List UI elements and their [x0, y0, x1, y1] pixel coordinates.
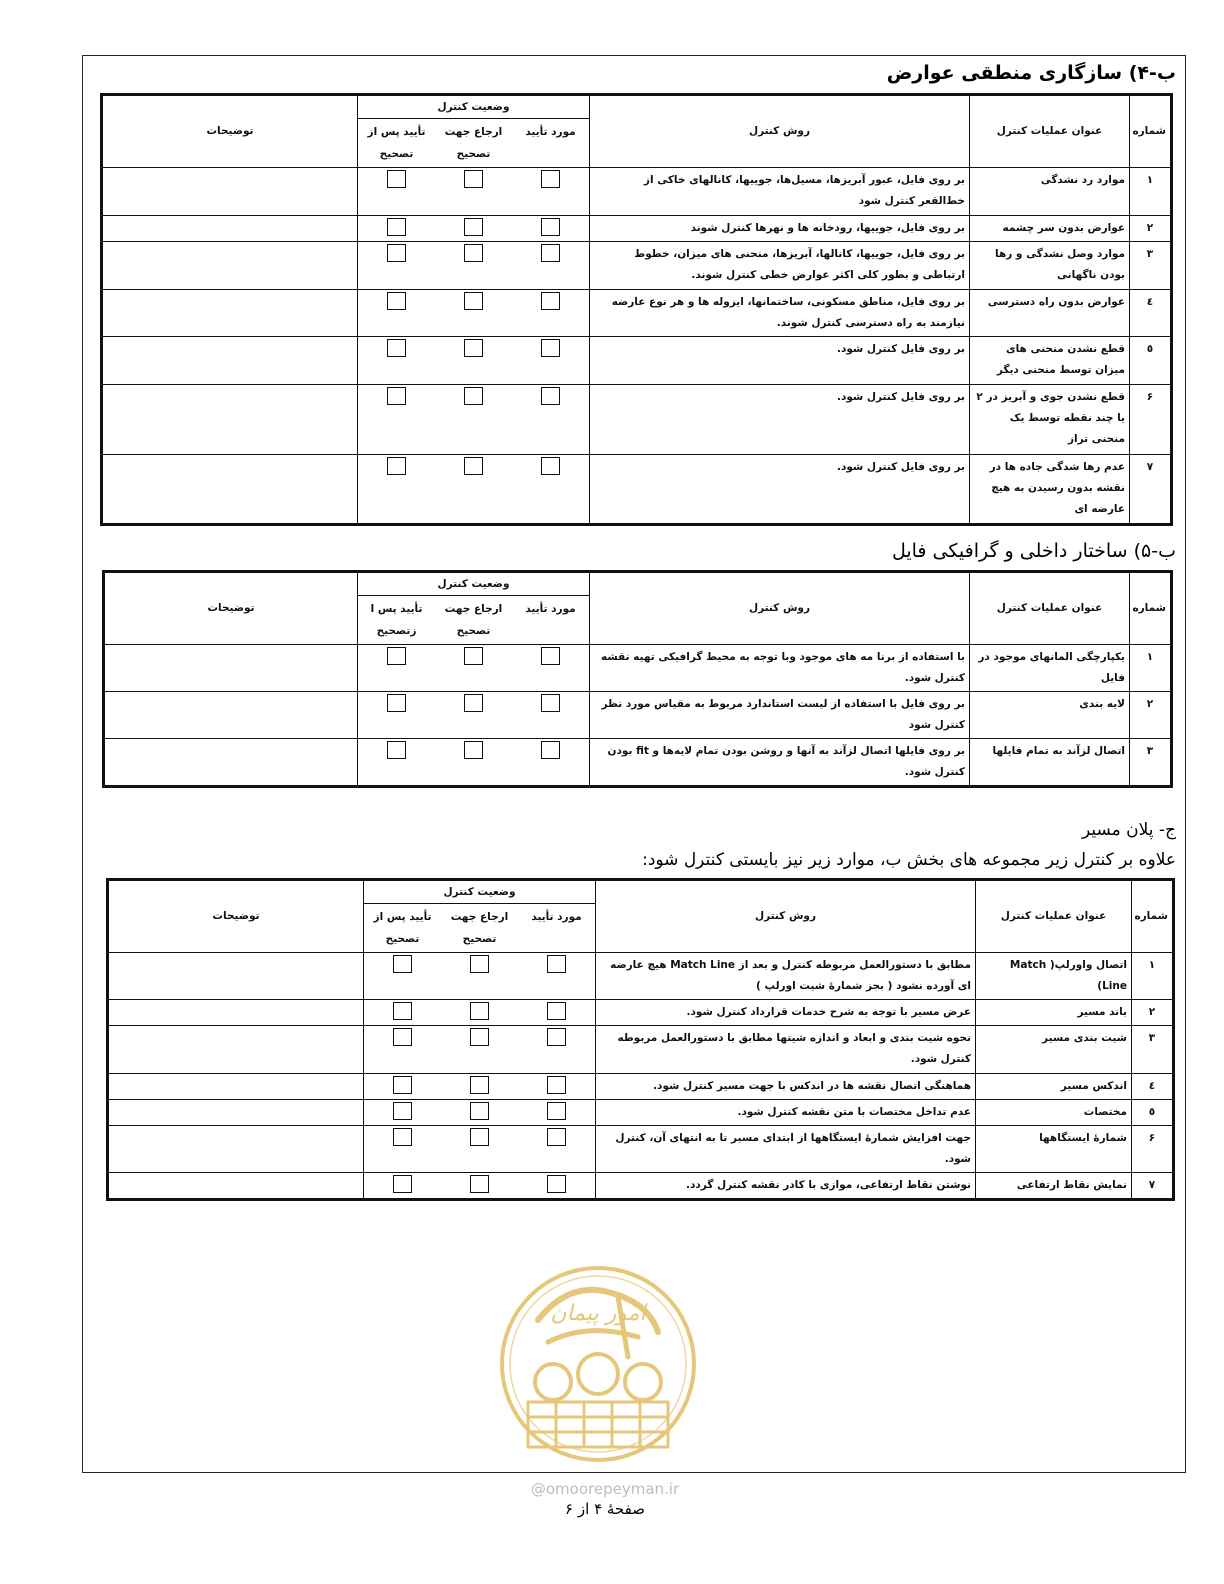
notes-cell[interactable] [108, 953, 364, 1000]
notes-cell[interactable] [102, 455, 358, 525]
table-b5 [102, 570, 1173, 788]
table-c [106, 878, 1175, 1201]
notes-cell[interactable] [102, 385, 358, 455]
after-checkbox[interactable] [393, 1175, 412, 1193]
approved-checkbox[interactable] [547, 1076, 566, 1094]
row-num: ۱ [1130, 645, 1172, 692]
row-method: نحوه شیت بندی و ابعاد و اندازه شیتها مطابق با دستورالعمل مربوطه کنترل شود. [596, 1026, 976, 1074]
row-method: جهت افزایش شمارهٔ ایستگاهها از ابتدای مسیر تا به انتهای آن، کنترل شود. [596, 1126, 976, 1173]
table-row [108, 953, 1174, 1000]
header-approved: مورد تأیید [525, 126, 576, 138]
return-checkbox[interactable] [464, 387, 483, 405]
return-checkbox[interactable] [470, 1002, 489, 1020]
return-checkbox[interactable] [464, 694, 483, 712]
after-checkbox[interactable] [387, 292, 406, 310]
header-title: عنوان عملیات کنترل [970, 95, 1130, 168]
row-title: قطع نشدن منحنی های میزان توسط منحنی دیگر [970, 337, 1130, 385]
approved-checkbox[interactable] [541, 387, 560, 405]
row-title: اندکس مسیر [976, 1074, 1132, 1100]
section-b5-title: ب-۵) ساختار داخلی و گرافیکی فایل [891, 540, 1176, 562]
table-row [102, 385, 1172, 455]
table-row [108, 1126, 1174, 1173]
row-method: با استفاده از برنا مه های موجود وبا توجه به محیط گرافیکی تهیه نقشه کنترل شود. [590, 645, 970, 692]
row-method: بر روی فایل، جوییها، رودخانه ها و نهرها کنترل شوند [590, 216, 970, 242]
row-title: عوارض بدون سر چشمه [970, 216, 1130, 242]
header-status-label: وضعیت کنترل [437, 578, 510, 590]
header-return: ارجاع جهت تصحیح [450, 911, 509, 945]
row-num: ۲ [1130, 216, 1172, 242]
header-status-label: وضعیت کنترل [437, 101, 510, 113]
table-row [108, 1026, 1174, 1074]
header-title: عنوان عملیات کنترل [970, 572, 1130, 645]
approved-checkbox[interactable] [541, 292, 560, 310]
notes-cell[interactable] [104, 739, 358, 787]
table-row [104, 645, 1172, 692]
notes-cell[interactable] [108, 1173, 364, 1200]
notes-cell[interactable] [102, 290, 358, 337]
after-checkbox[interactable] [387, 170, 406, 188]
row-num: ۲ [1132, 1000, 1174, 1026]
table-row [104, 739, 1172, 787]
return-checkbox[interactable] [464, 244, 483, 262]
header-after: تأیید پس از تصحیح [373, 911, 432, 945]
approved-checkbox[interactable] [547, 1002, 566, 1020]
table-row [102, 242, 1172, 290]
row-num: ۶ [1130, 385, 1172, 455]
approved-checkbox[interactable] [547, 1128, 566, 1146]
approved-checkbox[interactable] [547, 1028, 566, 1046]
header-num: شماره [1130, 572, 1172, 645]
row-num: ۳ [1132, 1026, 1174, 1074]
notes-cell[interactable] [104, 692, 358, 739]
row-title: نمایش نقاط ارتفاعی [976, 1173, 1132, 1200]
section-b4-title: ب-۴) سازگاری منطقی عوارض [886, 62, 1176, 84]
approved-checkbox[interactable] [547, 1102, 566, 1120]
row-title: موارد رد نشدگی [970, 168, 1130, 216]
return-checkbox[interactable] [470, 1028, 489, 1046]
header-status [358, 95, 590, 168]
header-method: روش کنترل [590, 95, 970, 168]
row-title: شیت بندی مسیر [976, 1026, 1132, 1074]
table-row [102, 168, 1172, 216]
return-checkbox[interactable] [464, 339, 483, 357]
after-checkbox[interactable] [387, 741, 406, 759]
header-approved: مورد تأیید [525, 603, 576, 615]
table-row [108, 1100, 1174, 1126]
notes-cell[interactable] [102, 242, 358, 290]
section-c-intro: علاوه بر کنترل زیر مجموعه های بخش ب، موارد زیر نیز بایستی کنترل شود: [642, 850, 1176, 870]
return-checkbox[interactable] [464, 457, 483, 475]
after-checkbox[interactable] [393, 1102, 412, 1120]
return-checkbox[interactable] [470, 1076, 489, 1094]
return-checkbox[interactable] [470, 955, 489, 973]
row-title: اتصال واورلپ( Match Line) [976, 953, 1132, 1000]
row-method: عدم تداخل مختصات با متن نقشه کنترل شود. [596, 1100, 976, 1126]
approved-checkbox[interactable] [547, 1175, 566, 1193]
return-checkbox[interactable] [464, 292, 483, 310]
row-num: ۲ [1130, 692, 1172, 739]
row-num: ٥ [1132, 1100, 1174, 1126]
after-checkbox[interactable] [393, 1002, 412, 1020]
header-method: روش کنترل [590, 572, 970, 645]
row-num: ۳ [1130, 739, 1172, 787]
table-b4 [100, 93, 1173, 526]
row-num: ۶ [1132, 1126, 1174, 1173]
table-row [104, 692, 1172, 739]
table-row [108, 1074, 1174, 1100]
row-method: نوشتن نقاط ارتفاعی، موازی با کادر نقشه کنترل گردد. [596, 1173, 976, 1200]
approved-checkbox[interactable] [541, 741, 560, 759]
approved-checkbox[interactable] [541, 170, 560, 188]
return-checkbox[interactable] [470, 1102, 489, 1120]
row-num: ۳ [1130, 242, 1172, 290]
seal-logo [498, 1262, 698, 1467]
header-notes: توضیحات [102, 95, 358, 168]
row-num: ۷ [1130, 455, 1172, 525]
row-title: قطع نشدن جوی و آبریز در ۲ یا چند نقطه توسط یک منحنی تراز [970, 385, 1130, 455]
after-checkbox[interactable] [387, 339, 406, 357]
notes-cell[interactable] [104, 645, 358, 692]
row-title: لایه بندی [970, 692, 1130, 739]
after-checkbox[interactable] [393, 1128, 412, 1146]
after-checkbox[interactable] [387, 244, 406, 262]
row-title: اتصال لزآند به تمام فایلها [970, 739, 1130, 787]
approved-checkbox[interactable] [547, 955, 566, 973]
header-num: شماره [1132, 880, 1174, 953]
notes-cell[interactable] [102, 216, 358, 242]
row-title: عدم رها شدگی جاده ها در نقشه بدون رسیدن به هیچ عارضه ای [970, 455, 1130, 525]
notes-cell[interactable] [102, 337, 358, 385]
row-num: ۱ [1132, 953, 1174, 1000]
row-num: ٤ [1130, 290, 1172, 337]
return-checkbox[interactable] [470, 1175, 489, 1193]
row-title: عوارض بدون راه دسترسی [970, 290, 1130, 337]
approved-checkbox[interactable] [541, 244, 560, 262]
after-checkbox[interactable] [393, 955, 412, 973]
row-method: بر روی فایل کنترل شود. [590, 385, 970, 455]
table-row [102, 337, 1172, 385]
notes-cell[interactable] [108, 1026, 364, 1074]
table-row [108, 1173, 1174, 1200]
row-method: عرض مسیر با توجه به شرح خدمات قرارداد کنترل شود. [596, 1000, 976, 1026]
header-return: ارجاع جهت تصحیح [444, 603, 503, 637]
return-checkbox[interactable] [464, 218, 483, 236]
after-checkbox[interactable] [387, 647, 406, 665]
row-method: بر روی فایل با استفاده از لیست استاندارد مربوط به مقیاس مورد نظر کنترل شود [590, 692, 970, 739]
approved-checkbox[interactable] [541, 647, 560, 665]
watermark-url: @omoorepeyman.ir [530, 1480, 680, 1498]
after-checkbox[interactable] [387, 694, 406, 712]
header-notes: توضیحات [108, 880, 364, 953]
section-c-title: ج- پلان مسیر [1081, 820, 1176, 840]
row-num: ٥ [1130, 337, 1172, 385]
after-checkbox[interactable] [393, 1028, 412, 1046]
row-method: مطابق با دستورالعمل مربوطه کنترل و بعد از Match Line هیچ عارضه ای آورده نشود ( بجز شمارهٔ شیت اورلپ ) [596, 953, 976, 1000]
approved-checkbox[interactable] [541, 339, 560, 357]
notes-cell[interactable] [102, 168, 358, 216]
row-title: مختصات [976, 1100, 1132, 1126]
notes-cell[interactable] [108, 1074, 364, 1100]
row-method: بر روی فایل، عبور آبریزها، مسیل‌ها، جوییها، کانالهای خاکی از خط‌القعر کنترل شود [590, 168, 970, 216]
row-num: ۱ [1130, 168, 1172, 216]
after-checkbox[interactable] [393, 1076, 412, 1094]
header-status-label: وضعیت کنترل [443, 886, 516, 898]
row-title: باند مسیر [976, 1000, 1132, 1026]
after-checkbox[interactable] [387, 457, 406, 475]
return-checkbox[interactable] [470, 1128, 489, 1146]
approved-checkbox[interactable] [541, 694, 560, 712]
header-return: ارجاع جهت تصحیح [444, 126, 503, 160]
page-number: صفحهٔ ۴ از ۶ [565, 1500, 645, 1518]
row-method: بر روی فایلها اتصال لزآند به آنها و روشن بودن تمام لایه‌ها و fit بودن کنترل شود. [590, 739, 970, 787]
seal-text: امور پیمان [550, 1301, 646, 1326]
table-row [108, 1000, 1174, 1026]
header-notes: توضیحات [104, 572, 358, 645]
header-status [364, 880, 596, 953]
row-method: بر روی فایل کنترل شود. [590, 337, 970, 385]
table-row [102, 290, 1172, 337]
header-after: تأیید پس از تصحیح [367, 126, 426, 160]
notes-cell[interactable] [108, 1126, 364, 1173]
table-row [102, 216, 1172, 242]
after-checkbox[interactable] [387, 387, 406, 405]
row-method: بر روی فایل کنترل شود. [590, 455, 970, 525]
header-after: تأیید پس ا زتصحیح [370, 603, 423, 637]
approved-checkbox[interactable] [541, 218, 560, 236]
header-status [358, 572, 590, 645]
return-checkbox[interactable] [464, 170, 483, 188]
row-num: ۷ [1132, 1173, 1174, 1200]
row-method: هماهنگی اتصال نقشه ها در اندکس با جهت مسیر کنترل شود. [596, 1074, 976, 1100]
return-checkbox[interactable] [464, 741, 483, 759]
header-num: شماره [1130, 95, 1172, 168]
notes-cell[interactable] [108, 1000, 364, 1026]
header-title: عنوان عملیات کنترل [976, 880, 1132, 953]
row-title: موارد وصل نشدگی و رها بودن ناگهانی [970, 242, 1130, 290]
return-checkbox[interactable] [464, 647, 483, 665]
row-num: ٤ [1132, 1074, 1174, 1100]
notes-cell[interactable] [108, 1100, 364, 1126]
row-title: شمارهٔ ایستگاهها [976, 1126, 1132, 1173]
row-title: یکپارچگی المانهای موجود در فایل [970, 645, 1130, 692]
header-method: روش کنترل [596, 880, 976, 953]
row-method: بر روی فایل، جوییها، کانالها، آبریزها، منحنی های میزان، خطوط ارتباطی و بطور کلی اکثر عوارض خطی کنترل شوند. [590, 242, 970, 290]
row-method: بر روی فایل، مناطق مسکونی، ساختمانها، ایزوله ها و هر نوع عارضه نیازمند به راه دسترسی کنترل شوند. [590, 290, 970, 337]
after-checkbox[interactable] [387, 218, 406, 236]
table-row [102, 455, 1172, 525]
header-approved: مورد تأیید [531, 911, 582, 923]
approved-checkbox[interactable] [541, 457, 560, 475]
